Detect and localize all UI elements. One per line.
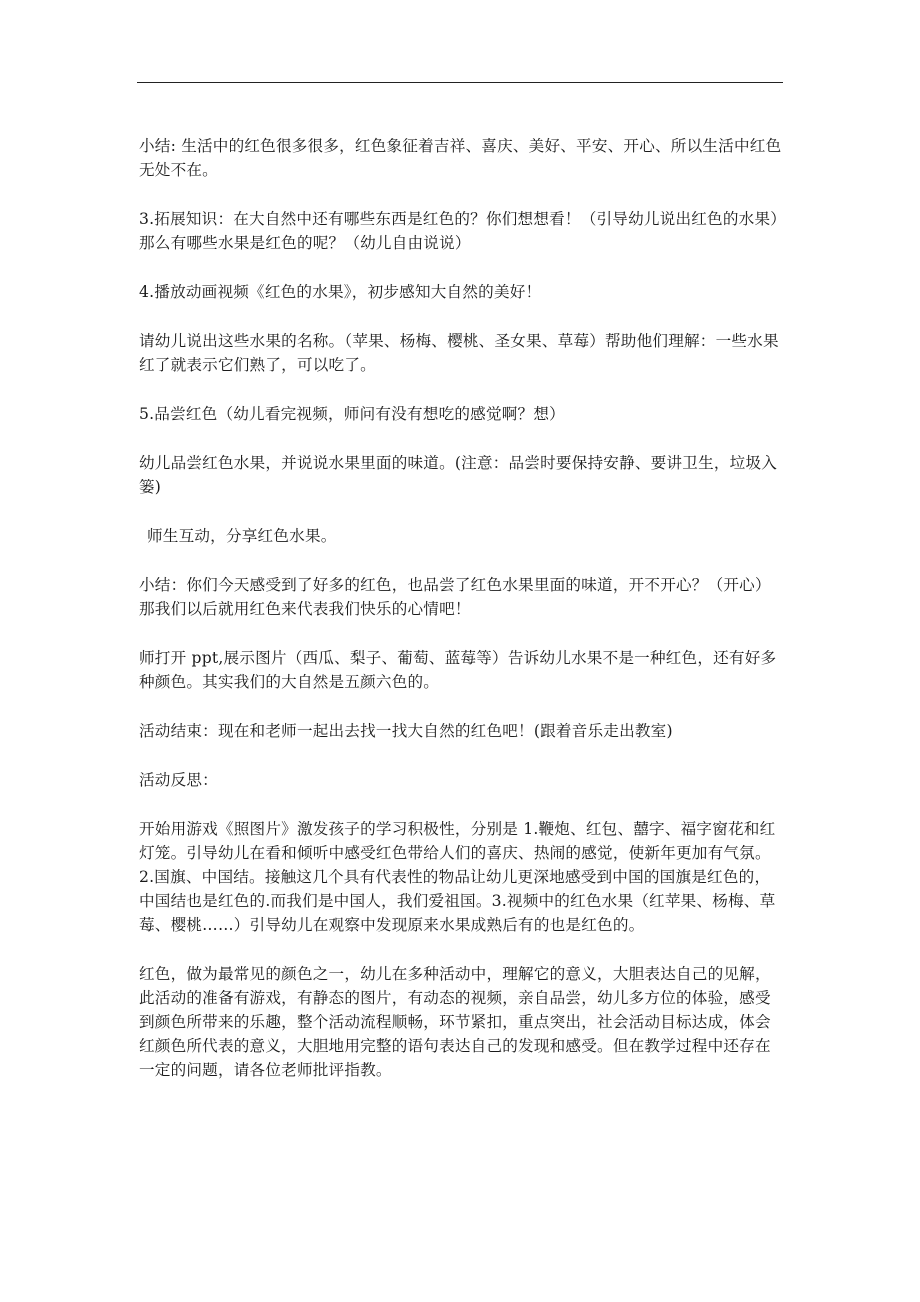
paragraph-taste-fruit: 幼儿品尝红色水果，并说说水果里面的味道。(注意：品尝时要保持安静、要讲卫生，垃圾入篓) [139,454,778,496]
paragraph-teacher-student-interaction: 师生互动，分享红色水果。 [147,527,337,545]
paragraph-summary-red-everywhere: 小结: 生活中的红色很多很多，红色象征着吉祥、喜庆、美好、平安、开心、所以生活中红色无处不在。 [139,137,782,179]
header-rule [137,82,783,83]
paragraph-reflection-games: 开始用游戏《照图片》激发孩子的学习积极性，分别是 1.鞭炮、红包、囍字、福字窗花和红灯笼。引导幼儿在看和倾听中感受红色带给人们的喜庆、热闹的感觉，使新年更加有气氛。2.国旗、中国结。接触这几个具有代表性的物品让幼儿更深地感受到中国的国旗是红色的，中国结也是红色的.而我们是中国人，我们爱祖国。3.视频中的红色水果（红苹果、杨梅、草莓、樱桃……）引导幼儿在观察中发现原来水果成熟后有的也是红色的。 [139,820,776,934]
paragraph-step-3-extend-knowledge: 3.拓展知识：在大自然中还有哪些东西是红色的？你们想想看！（引导幼儿说出红色的水果）那么有哪些水果是红色的呢？（幼儿自由说说） [139,210,779,252]
paragraph-reflection-conclusion: 红色，做为最常见的颜色之一，幼儿在多种活动中，理解它的意义，大胆表达自己的见解，此活动的准备有游戏，有静态的图片，有动态的视频，亲自品尝，幼儿多方位的体验，感受到颜色所带来的乐趣，整个活动流程顺畅，环节紧扣，重点突出，社会活动目标达成，体会红颜色所代表的意义，大胆地用完整的语句表达自己的发现和感受。但在教学过程中还存在一定的问题，请各位老师批评指教。 [139,965,771,1079]
paragraph-reflection-heading: 活动反思： [139,771,218,789]
paragraph-summary-happy-mood: 小结：你们今天感受到了好多的红色，也品尝了红色水果里面的味道，开不开心？（开心）那我们以后就用红色来代表我们快乐的心情吧！ [139,576,771,618]
paragraph-name-fruits: 请幼儿说出这些水果的名称。（苹果、杨梅、樱桃、圣女果、草莓）帮助他们理解：一些水果红了就表示它们熟了，可以吃了。 [139,332,779,374]
paragraph-show-ppt: 师打开 ppt,展示图片（西瓜、梨子、葡萄、蓝莓等）告诉幼儿水果不是一种红色，还有好多种颜色。其实我们的大自然是五颜六色的。 [139,649,777,691]
paragraph-activity-end: 活动结束：现在和老师一起出去找一找大自然的红色吧！(跟着音乐走出教室) [139,722,673,740]
document-body [139,134,785,1107]
paragraph-step-4-play-video: 4.播放动画视频《红色的水果》，初步感知大自然的美好！ [139,283,542,301]
paragraph-step-5-taste-red: 5.品尝红色（幼儿看完视频，师问有没有想吃的感觉啊？想） [139,405,565,423]
